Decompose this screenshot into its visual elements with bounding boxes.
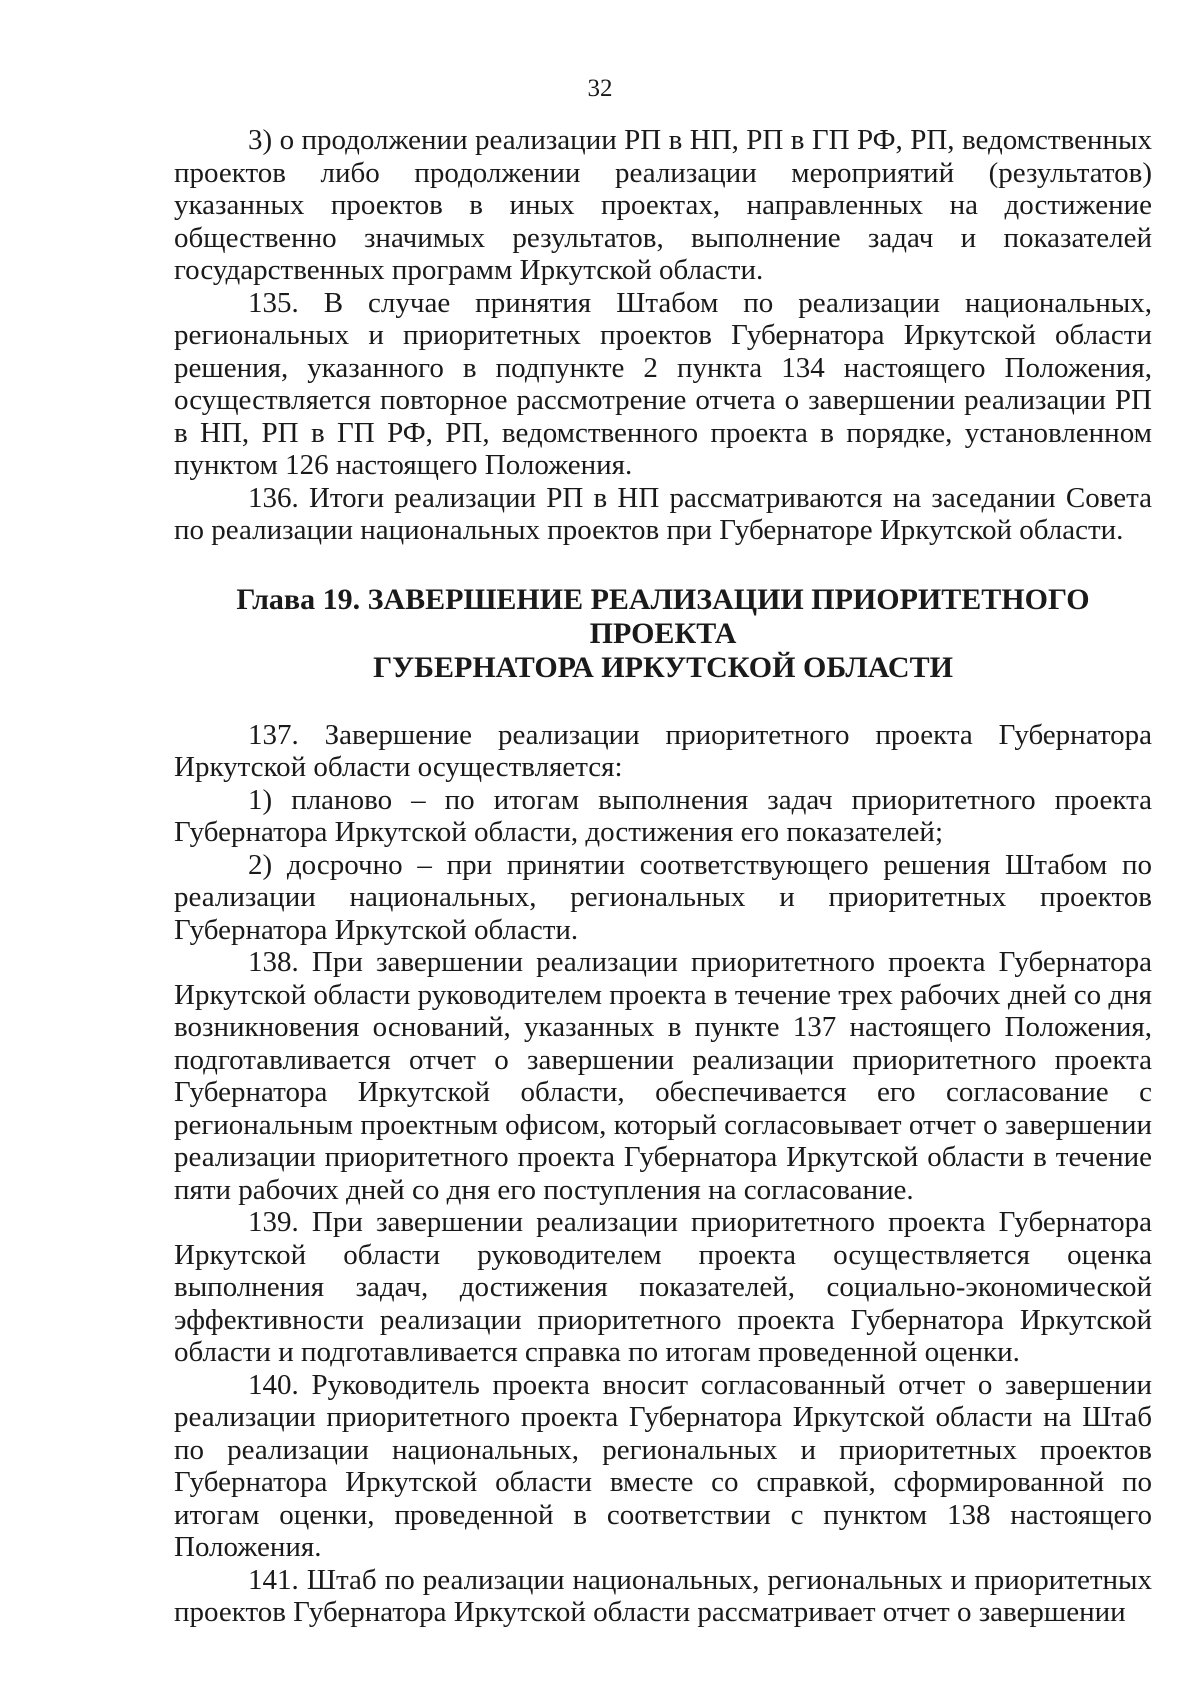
paragraph-141: 141. Штаб по реализации национальных, региональных и приоритетных проектов Губернатора Иркутской области рассматривает отчет о завершении <box>174 1563 1152 1628</box>
document-body <box>174 124 1152 1629</box>
chapter-heading-line-1: Глава 19. ЗАВЕРШЕНИЕ РЕАЛИЗАЦИИ ПРИОРИТЕТНОГО ПРОЕКТА <box>236 582 1090 650</box>
paragraph-138: 138. При завершении реализации приоритетного проекта Губернатора Иркутской области руководителем проекта в течение трех рабочих дней со дня возникновения оснований, указанных в пункте 137 настоящего Положения, подготавливается отчет о завершении реализации приоритетного проекта Губернатора Иркутской области, обеспечивается его согласование с региональным проектным офисом, который согласовывает отчет о завершении реализации приоритетного проекта Губернатора Иркутской области в течение пяти рабочих дней со дня его поступления на согласование. <box>174 946 1152 1206</box>
paragraph-137-item-1: 1) планово – по итогам выполнения задач приоритетного проекта Губернатора Иркутской области, достижения его показателей; <box>174 783 1152 848</box>
chapter-heading-line-2: ГУБЕРНАТОРА ИРКУТСКОЙ ОБЛАСТИ <box>373 650 953 684</box>
paragraph-140: 140. Руководитель проекта вносит согласованный отчет о завершении реализации приоритетного проекта Губернатора Иркутской области на Штаб по реализации национальных, региональных и приоритетных проектов Губернатора Иркутской области вместе со справкой, сформированной по итогам оценки, проведенной в соответствии с пунктом 138 настоящего Положения. <box>174 1368 1152 1563</box>
paragraph-137-item-2: 2) досрочно – при принятии соответствующего решения Штабом по реализации национальных, региональных и приоритетных проектов Губернатора Иркутской области. <box>174 848 1152 946</box>
paragraph-137: 137. Завершение реализации приоритетного проекта Губернатора Иркутской области осуществляется: <box>174 718 1152 783</box>
paragraph-134-item-3: 3) о продолжении реализации РП в НП, РП в ГП РФ, РП, ведомственных проектов либо продолжении реализации мероприятий (результатов) указанных проектов в иных проектах, направленных на достижение общественно значимых результатов, выполнение задач и показателей государственных программ Иркутской области. <box>174 124 1152 286</box>
paragraph-135: 135. В случае принятия Штабом по реализации национальных, региональных и приоритетных проектов Губернатора Иркутской области решения, указанного в подпункте 2 пункта 134 настоящего Положения, осуществляется повторное рассмотрение отчета о завершении реализации РП в НП, РП в ГП РФ, РП, ведомственного проекта в порядке, установленном пунктом 126 настоящего Положения. <box>174 286 1152 481</box>
paragraph-139: 139. При завершении реализации приоритетного проекта Губернатора Иркутской области руководителем проекта осуществляется оценка выполнения задач, достижения показателей, социально-экономической эффективности реализации приоритетного проекта Губернатора Иркутской области и подготавливается справка по итогам проведенной оценки. <box>174 1206 1152 1368</box>
paragraph-136: 136. Итоги реализации РП в НП рассматриваются на заседании Совета по реализации национальных проектов при Губернаторе Иркутской области. <box>174 481 1152 546</box>
page-number: 32 <box>587 75 613 102</box>
chapter-19-heading <box>174 583 1152 685</box>
